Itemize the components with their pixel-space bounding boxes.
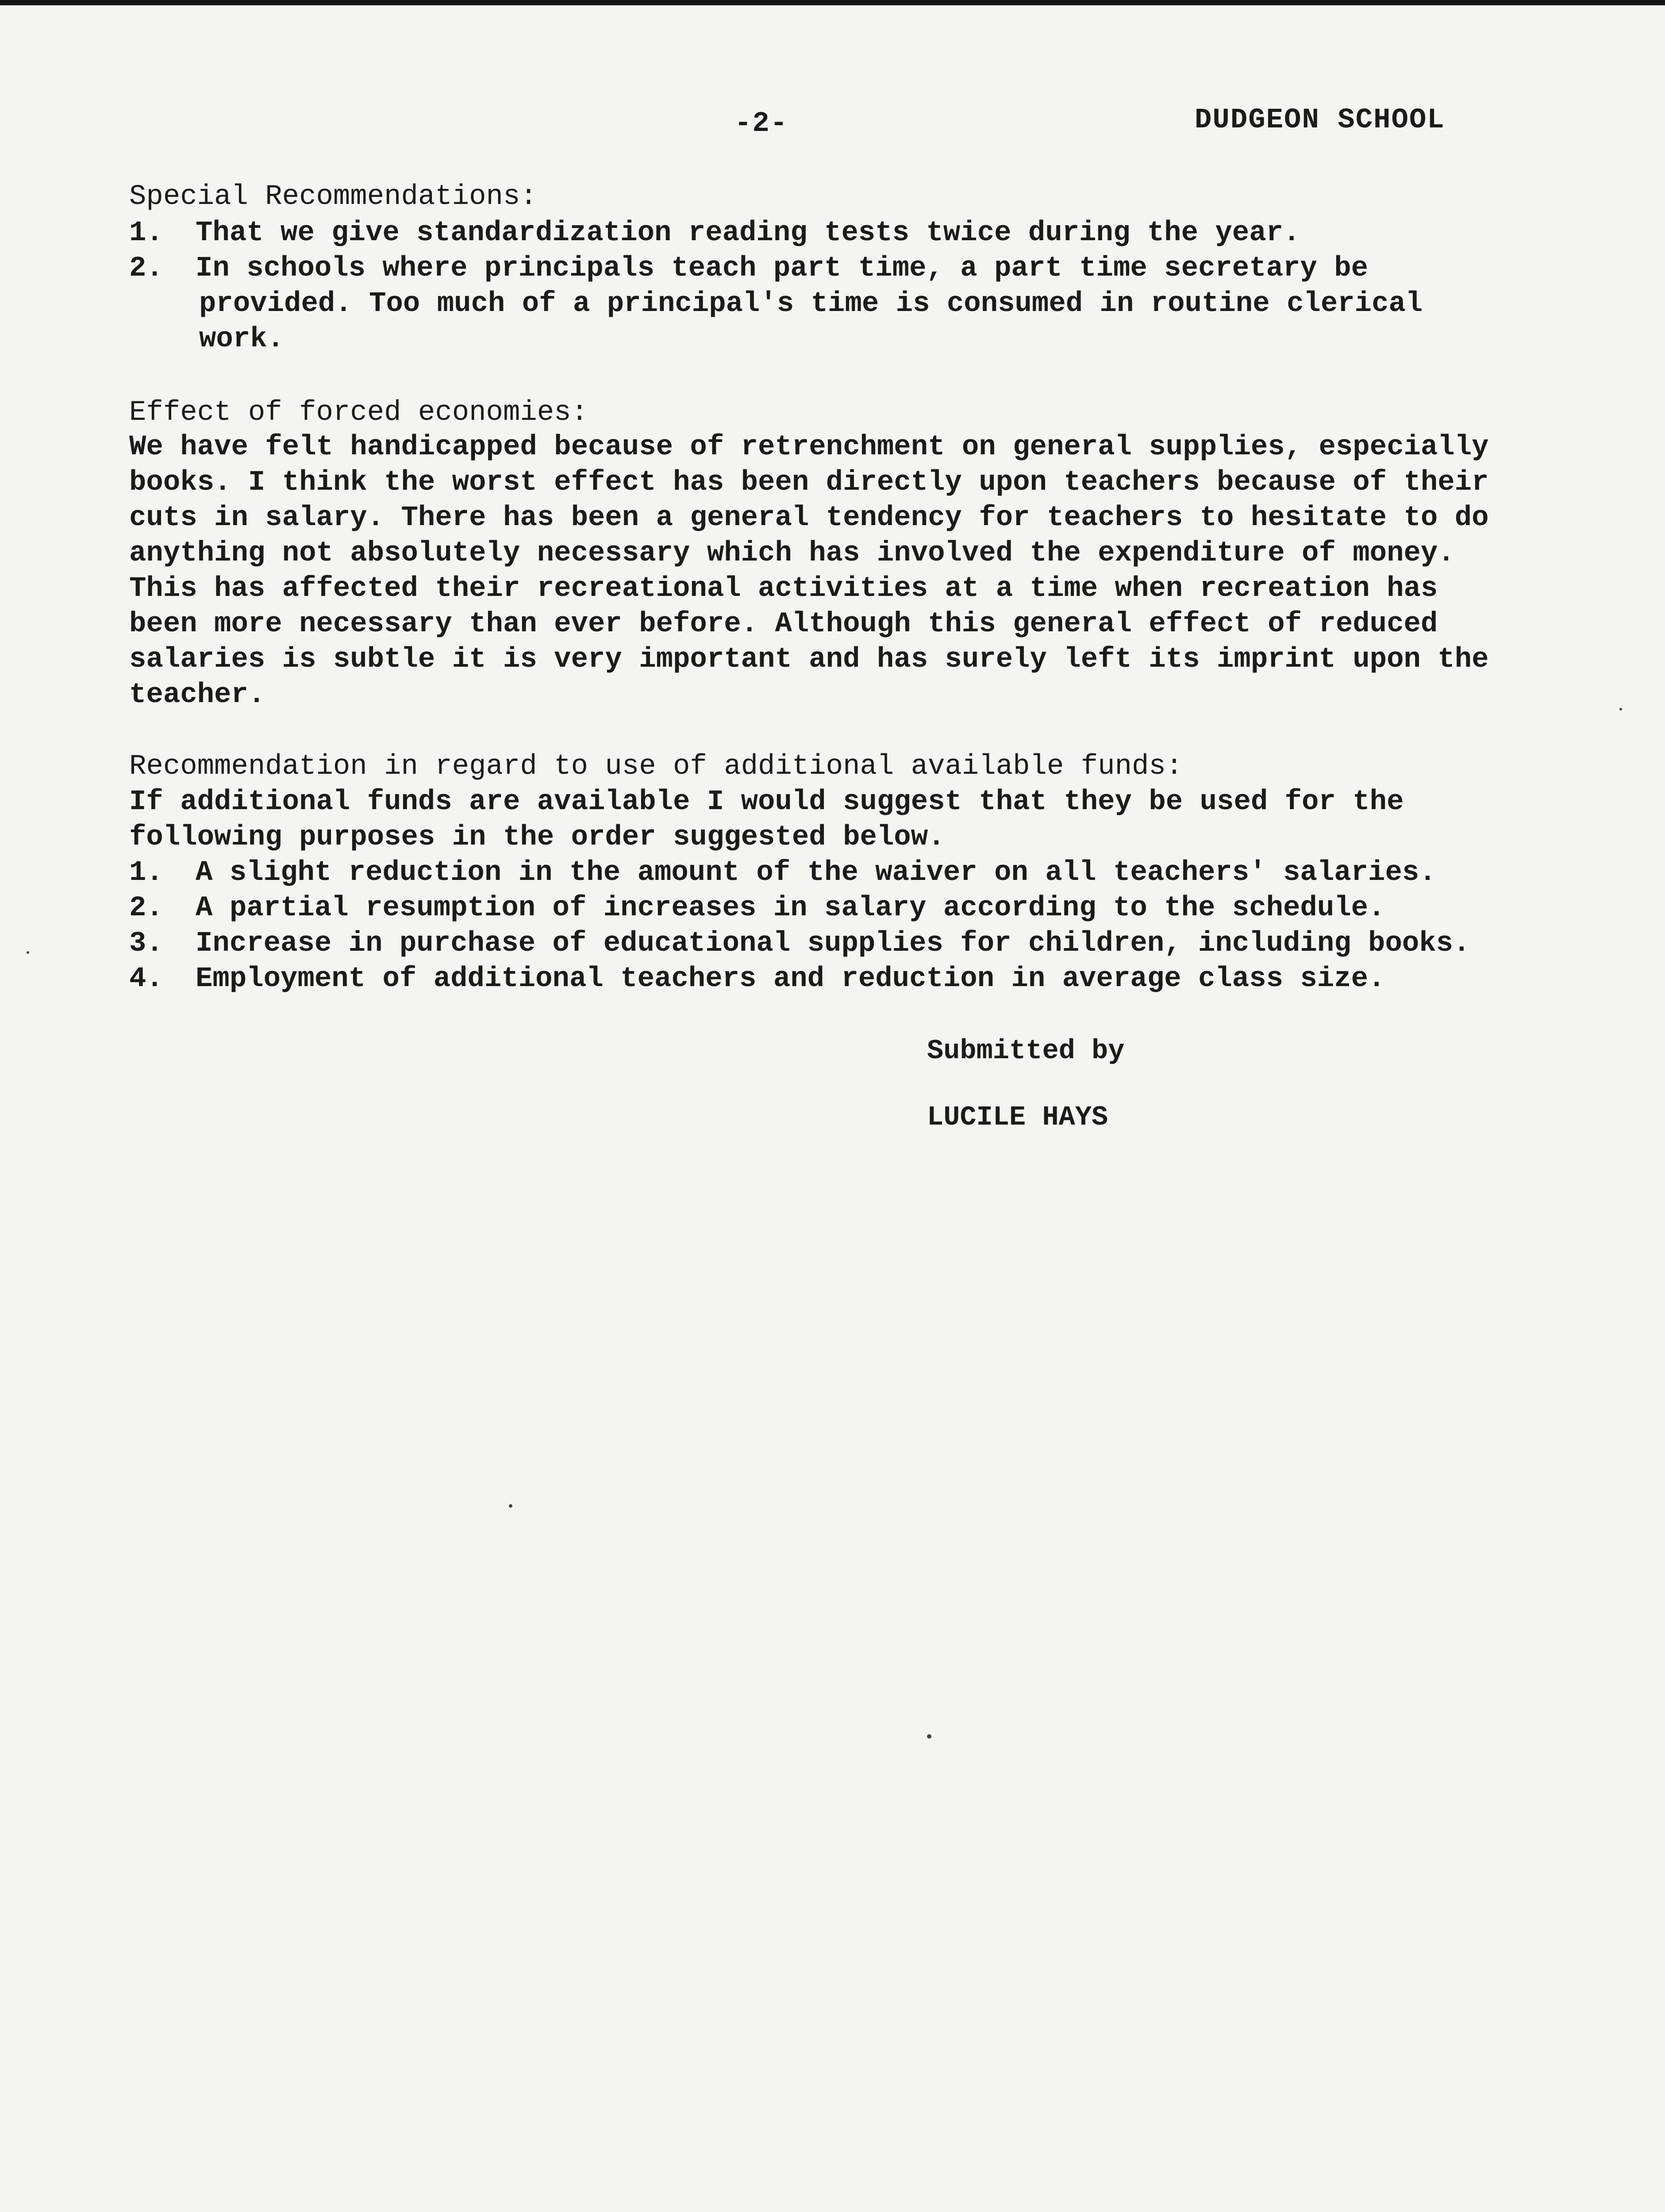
forced-economies-heading: Effect of forced economies: [129,397,588,429]
scan-speck [927,1734,931,1739]
forced-economies-line: books. I think the worst effect has been directly upon teachers because of their [129,467,1489,499]
forced-economies-line: salaries is subtle it is very important and has surely left its imprint upon the [129,644,1489,676]
scan-speck [509,1504,512,1508]
additional-funds-item-4 [129,961,1385,997]
list-text: A partial resumption of increases in salary according to the schedule. [196,892,1385,924]
forced-economies-line: been more necessary than ever before. Although this general effect of reduced [129,608,1438,640]
special-recommendation-2-continued: provided. Too much of a principal's time is consumed in routine clerical [199,288,1423,320]
forced-economies-line: We have felt handicapped because of retrenchment on general supplies, especially [129,431,1489,463]
list-number: 1. [129,857,163,889]
forced-economies-line: anything not absolutely necessary which has involved the expenditure of money. [129,538,1455,569]
list-number: 2. [129,253,163,284]
list-number: 3. [129,928,163,960]
list-number: 4. [129,963,163,995]
special-recommendations-heading: Special Recommendations: [129,181,537,213]
additional-funds-intro-line: following purposes in the order suggested below. [129,822,945,853]
list-text: In schools where principals teach part time, a part time secretary be [196,253,1369,284]
list-text: Increase in purchase of educational supplies for children, including books. [196,928,1470,960]
forced-economies-line: teacher. [129,679,265,711]
forced-economies-line: This has affected their recreational activities at a time when recreation has [129,573,1438,605]
school-name: DUDGEON SCHOOL [1195,104,1445,136]
list-text: Employment of additional teachers and reduction in average class size. [196,963,1385,995]
additional-funds-heading: Recommendation in regard to use of additional available funds: [129,751,1183,783]
list-text: A slight reduction in the amount of the waiver on all teachers' salaries. [196,857,1436,889]
forced-economies-line: cuts in salary. There has been a general tendency for teachers to hesitate to do [129,502,1489,534]
additional-funds-item-3 [129,926,1470,962]
list-number: 2. [129,892,163,924]
special-recommendation-2-continued: work. [199,323,285,355]
submitter-name: LUCILE HAYS [927,1102,1108,1133]
additional-funds-item-2 [129,890,1385,926]
special-recommendation-2 [129,250,1368,287]
additional-funds-item-1 [129,855,1436,891]
special-recommendation-1 [129,215,1300,251]
additional-funds-intro-line: If additional funds are available I would suggest that they be used for the [129,786,1404,818]
list-text: That we give standardization reading tests twice during the year. [196,217,1300,249]
submitted-by-label: Submitted by [927,1035,1125,1067]
scan-speck [27,951,29,954]
list-number: 1. [129,217,163,249]
page-number: -2- [734,108,788,140]
scan-speck [1619,708,1622,710]
